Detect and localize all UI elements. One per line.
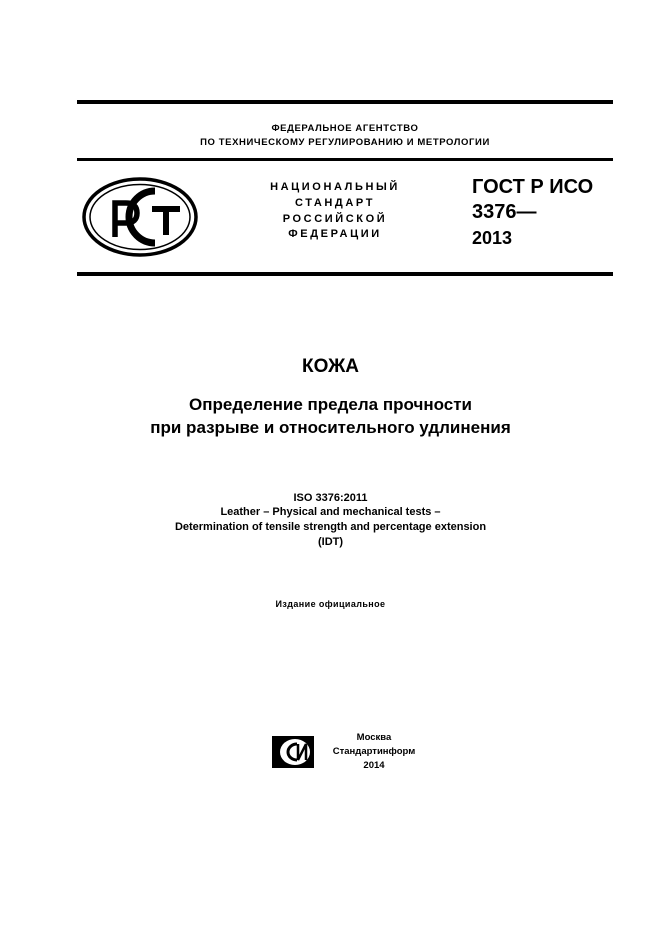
agency-line-2: ПО ТЕХНИЧЕСКОМУ РЕГУЛИРОВАНИЮ И МЕТРОЛОГИИ [200, 137, 490, 148]
english-title-line-2: Determination of tensile strength and percentage extension [174, 521, 487, 533]
publisher-name: Стандартинформ [332, 746, 416, 757]
middle-rule [77, 158, 613, 161]
standard-type-line-2: СТАНДАРТ [294, 197, 376, 209]
agency-line-1: ФЕДЕРАЛЬНОЕ АГЕНТСТВО [271, 123, 419, 134]
publisher-city: Москва [356, 732, 392, 743]
document-title: КОЖА [301, 356, 360, 377]
bottom-rule [77, 272, 613, 276]
designation-line-2: 3376— [472, 201, 537, 223]
designation-line-1: ГОСТ Р ИСО [472, 176, 594, 198]
edition-note: Издание официальное [275, 599, 386, 609]
top-rule [77, 100, 613, 104]
iso-code: ISO 3376:2011 [293, 492, 368, 504]
standard-type-line-3: РОССИЙСКОЙ [282, 213, 388, 225]
designation-line-3: 2013 [472, 228, 513, 248]
gost-r-conformity-mark-icon [82, 177, 198, 257]
standard-type-line-1: НАЦИОНАЛЬНЫЙ [270, 181, 400, 193]
english-title-line-1: Leather – Physical and mechanical tests – [220, 506, 441, 518]
publication-year: 2014 [363, 760, 385, 771]
equivalence-degree: (IDT) [317, 536, 344, 548]
standartinform-logo-icon [271, 735, 315, 769]
standard-type-line-4: ФЕДЕРАЦИИ [288, 228, 382, 240]
document-subtitle-line-2: при разрыве и относительного удлинения [150, 418, 511, 437]
document-subtitle-line-1: Определение предела прочности [189, 395, 472, 414]
